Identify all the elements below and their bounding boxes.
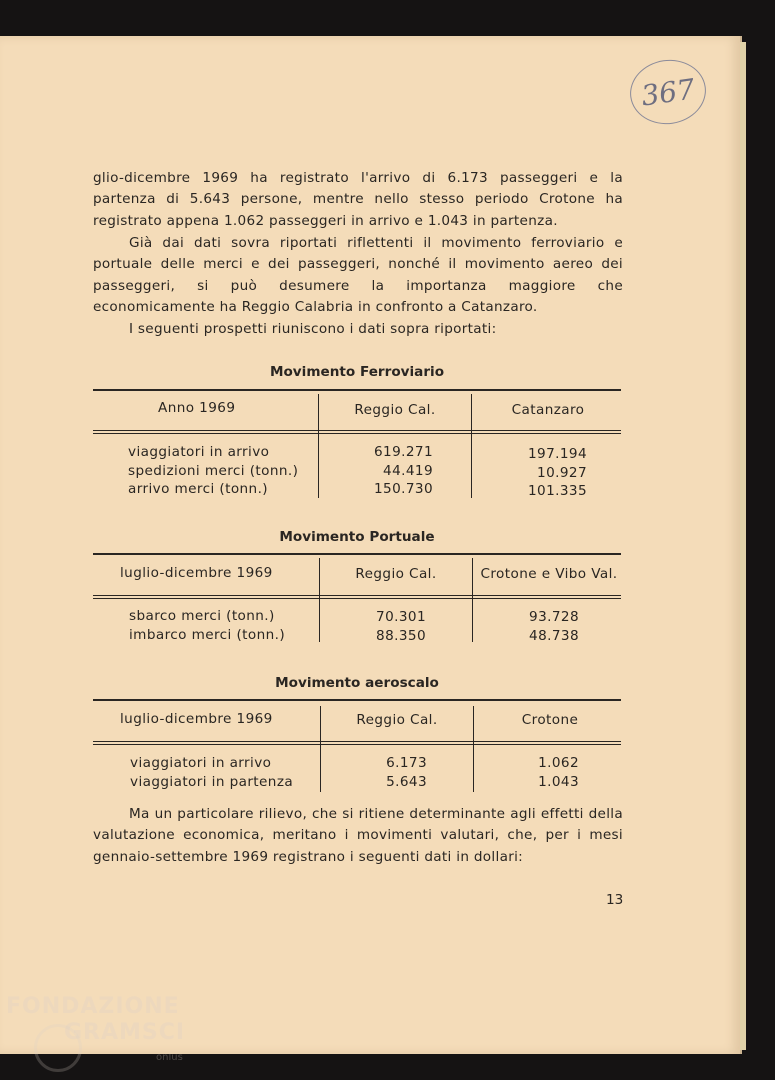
table-cell: 1.043 — [538, 773, 579, 790]
table-row-labels — [130, 754, 293, 791]
table-column-values — [474, 754, 579, 791]
row-label: viaggiatori in arrivo — [130, 755, 272, 771]
column-header: Reggio Cal. — [355, 566, 437, 582]
table-cell: 44.419 — [383, 462, 433, 479]
table-cell: 88.350 — [376, 627, 426, 644]
column-header: luglio-dicembre 1969 — [120, 711, 273, 727]
table-cell: 1.062 — [538, 755, 579, 771]
paragraph-1: glio-dicembre 1969 ha registrato l'arrivo di 6.173 passeggeri e la partenza di 5.643 persone, mentre nello stesso periodo Crotone ha registrato appena 1.062 passeggeri in arrivo e 1.043 in partenza. — [93, 170, 623, 229]
archive-number: 367 — [639, 71, 697, 113]
paragraph-3: I seguenti prospetti riuniscono i dati sopra riportati: — [129, 321, 497, 337]
table-column-values — [472, 445, 587, 501]
table-cell: 6.173 — [386, 755, 427, 771]
watermark-line-2: GRAMSCI — [64, 1020, 186, 1045]
table-column-values — [321, 754, 427, 791]
table-rule — [93, 389, 621, 391]
paragraph-2: Già dai dati sovra riportati riflettenti il movimento ferroviario e portuale delle merci e dei passeggeri, nonché il movimento aereo dei passeggeri, si può desumere la importanza maggiore che economicamente ha Reggio Calabria in confronto a Catanzaro. — [93, 235, 623, 316]
table-cell: 5.643 — [386, 773, 427, 790]
row-label: spedizioni merci (tonn.) — [128, 462, 299, 479]
page-number: 13 — [606, 892, 624, 908]
table-cell: 197.194 — [527, 446, 587, 462]
table-cell: 93.728 — [529, 609, 579, 625]
table-column-values — [318, 443, 433, 499]
table-rule-double — [93, 741, 621, 745]
table-rule-double — [93, 595, 621, 599]
table-row-labels — [129, 607, 285, 644]
watermark-line-1: FONDAZIONE — [6, 994, 180, 1019]
row-label: viaggiatori in partenza — [130, 773, 294, 790]
table-rule — [93, 553, 621, 555]
table-rule-double — [93, 430, 621, 434]
table-title-ferroviario: Movimento Ferroviario — [269, 364, 445, 380]
paragraph-4: Ma un particolare rilievo, che si ritiene determinante agli effetti della valutazione economica, meritano i movimenti valutari, che, per i mesi gennaio-settembre 1969 registrano i seguenti dati in dollari: — [93, 806, 623, 865]
table-column-values — [319, 608, 426, 645]
table-cell: 619.271 — [373, 444, 433, 460]
table-row-labels — [128, 443, 298, 499]
table-cell: 48.738 — [529, 627, 579, 644]
table-cell: 101.335 — [527, 483, 587, 499]
row-label: arrivo merci (tonn.) — [128, 481, 269, 497]
table-cell: 70.301 — [376, 609, 426, 625]
table-title-portuale: Movimento Portuale — [279, 529, 435, 545]
row-label: sbarco merci (tonn.) — [129, 608, 275, 624]
table-cell: 10.927 — [537, 464, 587, 481]
watermark-logo — [6, 994, 185, 1046]
table-rule — [93, 699, 621, 701]
column-header: Crotone e Vibo Val. — [480, 566, 618, 582]
column-header: Anno 1969 — [158, 400, 236, 416]
table-title-aeroscalo: Movimento aeroscalo — [275, 675, 439, 691]
table-column-values — [472, 608, 579, 645]
watermark-subtitle: onlus — [156, 1052, 183, 1063]
column-header: luglio-dicembre 1969 — [120, 565, 273, 581]
column-header: Catanzaro — [511, 402, 585, 418]
column-header: Reggio Cal. — [356, 712, 438, 728]
column-header: Crotone — [521, 712, 579, 728]
row-label: imbarco merci (tonn.) — [129, 626, 286, 643]
page-edge — [740, 42, 746, 1050]
row-label: viaggiatori in arrivo — [128, 444, 270, 460]
column-header: Reggio Cal. — [354, 402, 436, 418]
table-cell: 150.730 — [373, 481, 433, 497]
